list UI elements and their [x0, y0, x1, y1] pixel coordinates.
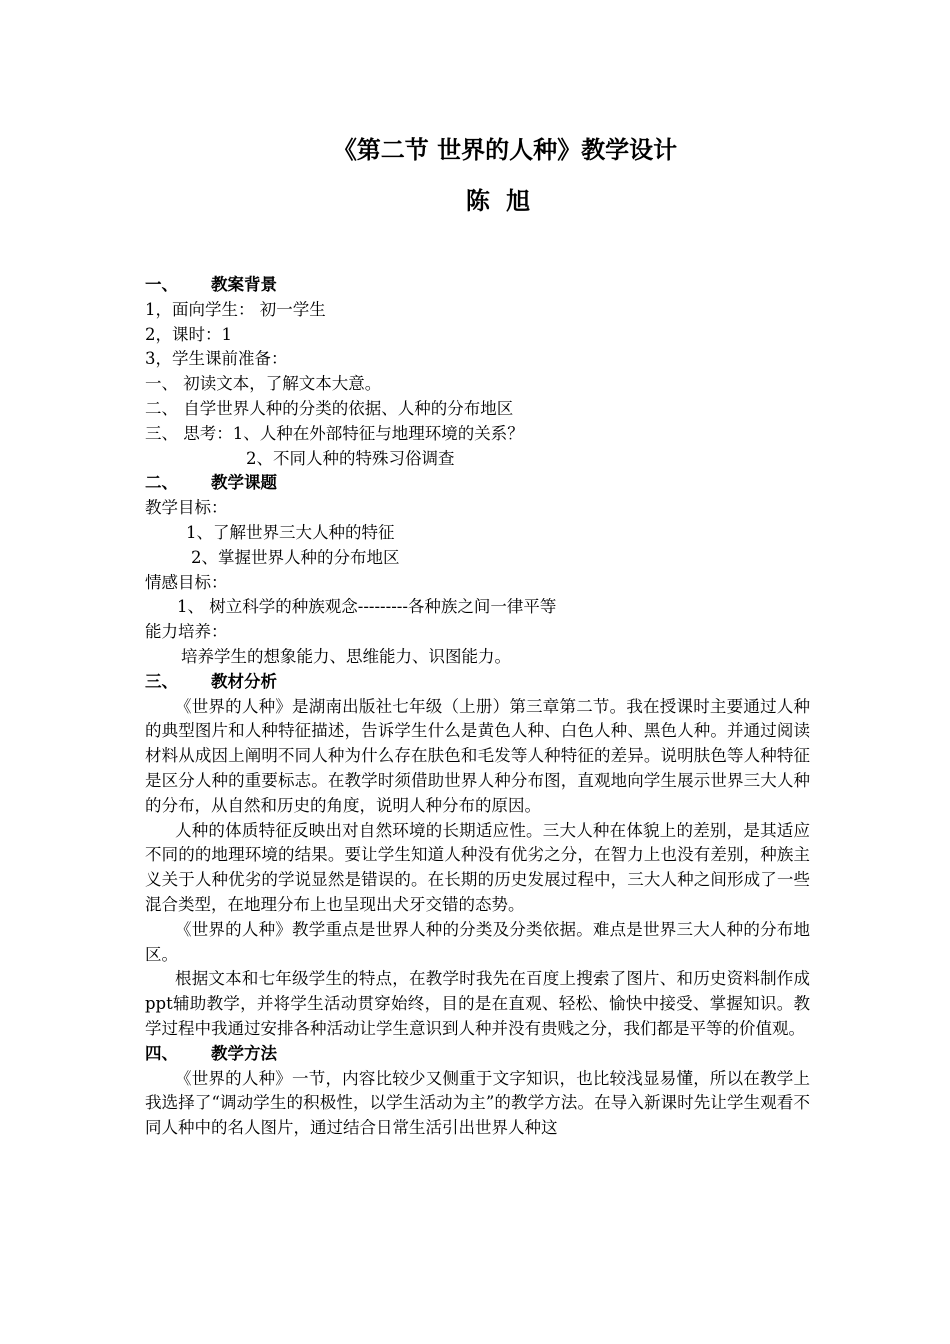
list-item: 二、 自学世界人种的分类的依据、人种的分布地区	[145, 398, 514, 418]
goal-item: 1、了解世界三大人种的特征	[186, 522, 395, 542]
section-heading-topic	[145, 471, 810, 496]
paragraph: 《世界的人种》是湖南出版社七年级（上册）第三章第二节。我在授课时主要通过人种的典型图片和人种特征描述，告诉学生什么是黄色人种、白色人种、黑色人种。并通过阅读材料从成因上阐明不同人种为什么存在肤色和毛发等人种特征的差异。说明肤色等人种特征是区分人种的重要标志。在教学时须借助世界人种分布图，直观地向学生展示世界三大人种的分布，从自然和历史的角度，说明人种分布的原因。	[145, 696, 810, 815]
goal-label: 教学目标：	[145, 498, 228, 518]
section-title: 教案背景	[211, 275, 277, 294]
text-line: 1，面向学生： 初一学生	[145, 299, 326, 319]
section-heading-method	[145, 1042, 810, 1067]
paragraph: 人种的体质特征反映出对自然环境的长期适应性。三大人种在体貌上的差别，是其适应不同的的地理环境的结果。要让学生知道人种没有优劣之分，在智力上也没有差别，种族主义关于人种优劣的学说显然是错误的。在长期的历史发展过程中，三大人种之间形成了一些混合类型，在地理分布上也呈现出犬牙交错的态势。	[145, 820, 810, 914]
emotion-item: 1、 树立科学的种族观念---------各种族之间一律平等	[177, 597, 557, 617]
document-body	[145, 273, 810, 1141]
section-title: 教学课题	[211, 473, 277, 493]
text-line: 3，学生课前准备：	[145, 349, 288, 369]
section-number: 三、	[145, 671, 178, 691]
author-name: 陈 旭	[465, 186, 535, 215]
paragraph: 《世界的人种》教学重点是世界人种的分类及分类依据。难点是世界三大人种的分布地区。	[145, 919, 810, 964]
list-subitem: 2、不同人种的特殊习俗调查	[246, 448, 455, 468]
document-title: 《第二节 世界的人种》教学设计	[332, 135, 678, 164]
emotion-label: 情感目标：	[145, 572, 228, 592]
section-number: 一、	[145, 275, 178, 294]
goal-item: 2、掌握世界人种的分布地区	[191, 547, 400, 567]
list-item: 三、 思考：1、人种在外部特征与地理环境的关系？	[145, 423, 524, 443]
ability-label: 能力培养：	[145, 622, 228, 642]
section-number: 四、	[145, 1043, 178, 1063]
paragraph: 《世界的人种》一节，内容比较少又侧重于文字知识，也比较浅显易懂，所以在教学上我选择了“调动学生的积极性，以学生活动为主”的教学方法。在导入新课时先让学生观看不同人种中的名人图片，通过结合日常生活引出世界人种这	[145, 1068, 810, 1138]
section-title: 教学方法	[211, 1043, 277, 1063]
section-title: 教材分析	[211, 671, 277, 691]
section-heading-background	[145, 273, 810, 298]
section-number: 二、	[145, 473, 178, 493]
list-item: 一、 初读文本，了解文本大意。	[145, 374, 382, 394]
paragraph: 根据文本和七年级学生的特点，在教学时我先在百度上搜索了图片、和历史资料制作成ppt辅助教学，并将学生活动贯穿始终，目的是在直观、轻松、愉快中接受、掌握知识。教学过程中我通过安排各种活动让学生意识到人种并没有贵贱之分，我们都是平等的价值观。	[145, 969, 810, 1038]
text-line: 2，课时：1	[145, 324, 232, 344]
section-heading-analysis	[145, 670, 810, 695]
ability-item: 培养学生的想象能力、思维能力、识图能力。	[181, 646, 511, 666]
